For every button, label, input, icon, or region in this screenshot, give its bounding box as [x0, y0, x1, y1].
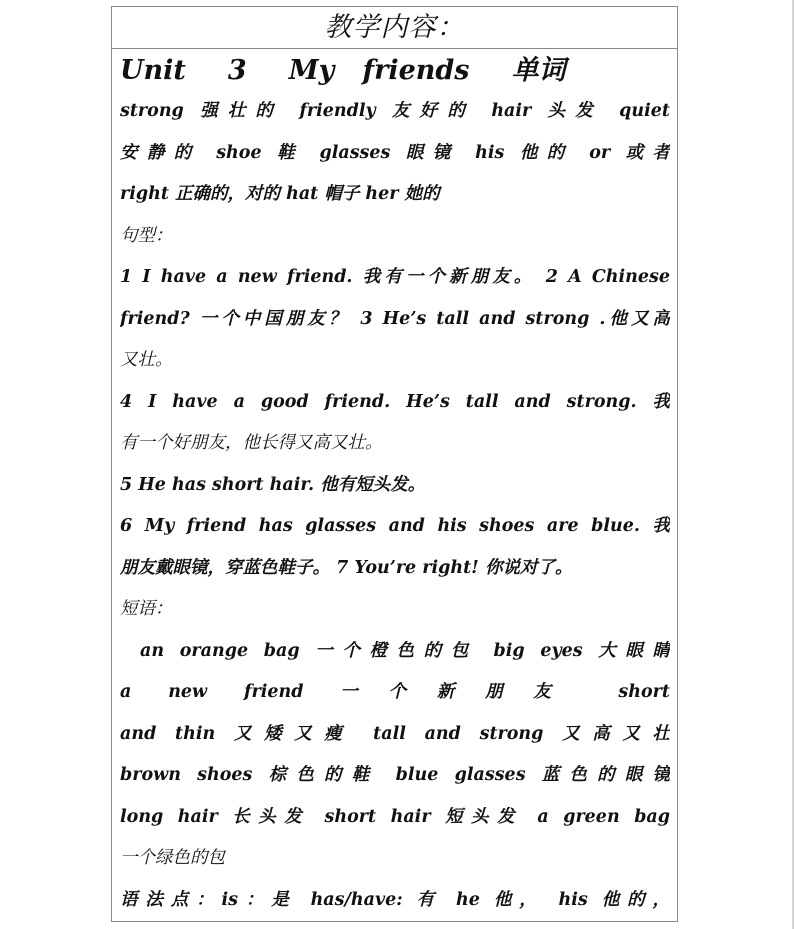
phrase-line-2: a new friend 一个新朋友 short [120, 682, 670, 702]
unit-section-label: 单词 [511, 55, 566, 86]
lesson-sheet [111, 6, 678, 922]
vocab-line-2: 安静的 shoe 鞋 glasses 眼镜 his 他的 or 或者 [120, 142, 670, 163]
vocab-line-1: strong 强壮的 friendly 友好的 hair 头发 quiet [120, 101, 670, 121]
sentence-pattern-heading: 句型： [120, 225, 173, 246]
sentence-line-7: 6 My friend has glasses and his shoes are blue. 我 [120, 516, 670, 536]
phrase-line-3: and thin 又矮又瘦 tall and strong 又高又壮 [120, 723, 670, 744]
sentence-line-1: 1 I have a new friend. 我有一个新朋友。 2 A Chinese [120, 267, 670, 287]
unit-number: 3 [227, 55, 247, 86]
sentence-line-5: 有一个好朋友，他长得又高又壮。 [120, 433, 383, 453]
unit-word: Unit [120, 55, 186, 86]
grammar-line: 语法点：is：是 has/have: 有 he 他， his 他的， [120, 889, 670, 910]
sentence-line-6: 5 He has short hair. 他有短头发。 [120, 474, 426, 495]
phrase-line-1 [120, 631, 670, 673]
phrase-line-5: long hair 长头发 short hair 短头发 a green bag [120, 806, 670, 827]
sentence-line-4: 4 I have a good friend. He’s tall and strong. 我 [120, 391, 670, 412]
phrase-line-4: brown shoes 棕色的鞋 blue glasses 蓝色的眼镜 [120, 765, 670, 785]
sentence-line-3: 又壮。 [120, 350, 173, 370]
sentence-line-2: friend? 一个中国朋友？ 3 He’s tall and strong .他又高 [120, 308, 670, 329]
page-edge-rule [792, 0, 794, 929]
unit-name: My friends [288, 55, 470, 86]
vocab-line-3: right 正确的，对的 hat 帽子 her 她的 [120, 184, 440, 204]
unit-heading [120, 49, 670, 91]
sheet-header [112, 7, 677, 49]
lesson-content [112, 49, 677, 921]
phrase-line-1-text: an orange bag 一个橙色的包 big eyes 大眼睛 [140, 640, 670, 661]
sentence-line-8: 朋友戴眼镜，穿蓝色鞋子。 7 You’re right! 你说对了。 [120, 557, 573, 578]
phrase-heading: 短语： [120, 599, 173, 619]
phrase-line-6: 一个绿色的包 [120, 848, 225, 868]
sheet-title: 教学内容： [324, 12, 465, 43]
